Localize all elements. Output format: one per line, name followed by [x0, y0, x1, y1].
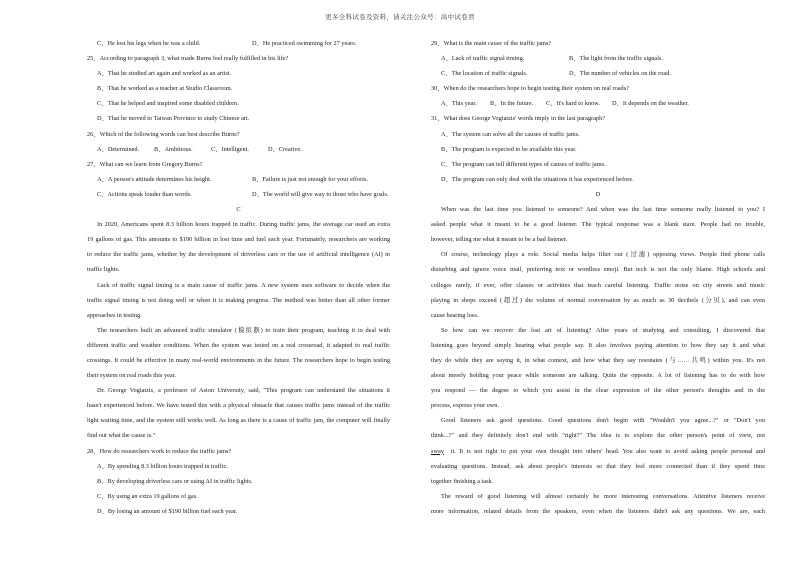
q24-option-c[interactable]: C、He lost his legs when he was a child. — [97, 40, 201, 47]
text-line: So how can we recover the lost art of listening? After years of studying and consulting, I discovered that — [441, 326, 765, 334]
text-line: to reduce the traffic jams, whether by the development of driverless cars or the use of artificial intelligence (AI) in — [87, 251, 390, 259]
q27-options-ab — [87, 172, 390, 187]
text-line: playing in shops exceed (超过) the volume of normal conversation by as much as 30 decibels (分贝), and can even — [431, 296, 765, 304]
text-line: Of course, technology plays a role. Social media helps filter out (过滤) opposing views. People find phone calls — [441, 251, 765, 259]
passage-d-paragraph-2 — [431, 247, 765, 322]
q25-option-d[interactable]: D、That he moved to Taiwan Province to study Chinese art. — [97, 115, 250, 123]
text-line: light waiting time, and the system still works well. As long as there is a cause of traffic jam, the computer will finally — [87, 417, 390, 425]
text-line: find out what the cause is." — [87, 432, 156, 440]
q27-option-c[interactable]: C、Actions speak louder than words. — [97, 190, 192, 198]
q31-option-a[interactable]: A、The system can solve all the causes of traffic jams. — [441, 130, 580, 138]
q31-option-b[interactable]: B、The program is expected to be available this year. — [441, 145, 577, 153]
text-line-rest: it. It is not right to put your own thought into others' head. You also want to avoid asking people personal and — [450, 447, 765, 455]
text-line: hasn't experienced before. We have tested this with a physical obstacle that causes traffic jams instead of the traffic — [87, 402, 390, 410]
text-line: about merely holding your peace while someone are talking. Quite the opposite. A lot of listening has to do with how — [431, 372, 765, 380]
text-line: Dr. George Vogiatzis, a professor of Aston University, said, "This program can understand the situations it — [97, 387, 390, 395]
passage-d-paragraph-4 — [431, 413, 765, 488]
q29-option-d[interactable]: D、The number of vehicles on the road. — [569, 70, 671, 78]
section-d-heading: D — [595, 190, 601, 198]
text-line: different traffic and weather conditions. When the system was tested on a real crossroad, it adapted to real traffic — [87, 341, 390, 349]
text-line: process, express your own. — [431, 402, 500, 410]
text-line: asked people what it meant to be a good listener. The typical response was a blank stare. People had no trouble, — [431, 221, 765, 229]
q30-option-b[interactable]: B、In the future. — [490, 100, 534, 108]
text-line: evaluating questions. Instead, ask about people's interests so that they feel more connected than if they spend time — [431, 462, 765, 470]
passage-d-paragraph-1 — [431, 202, 765, 247]
q24-option-d[interactable]: D、He practiced swimming for 27 years. — [252, 40, 357, 47]
text-line: listening goes beyond simply hearing what people say. It also involves paying attention to how they say it and what — [431, 341, 765, 349]
q31-option-d[interactable]: D、The program can only deal with the situations it has experienced before. — [441, 175, 634, 183]
q31-option-c[interactable]: C、The program can tell different types of causes of traffic jams. — [441, 160, 606, 168]
q29-stem: 29、What is the main cause of the traffic jams? — [431, 40, 552, 47]
text-line: their system on real roads this year. — [87, 372, 177, 380]
text-line: The researchers built an advanced traffic simulator (模拟器) to train their program, teaching it to deal with — [97, 326, 390, 334]
underlined-word-sway: sway — [431, 447, 444, 455]
text-line: however, telling me what it meant to be a bad listener. — [431, 236, 568, 244]
q27-option-b[interactable]: B、Failure is just not enough for your efforts. — [252, 175, 369, 183]
q30-option-c[interactable]: C、It's hard to know. — [546, 100, 600, 108]
q25-option-c[interactable]: C、That he helped and inspired some disabled children. — [97, 100, 239, 108]
q26-option-d[interactable]: D、Creative. — [268, 145, 302, 153]
q26-option-b[interactable]: B、Ambitious. — [154, 145, 193, 153]
text-line: When was the last time you listened to someone? And when was the last time someone really listened to you? I — [441, 206, 765, 214]
q30-options — [431, 96, 765, 111]
q27-option-a[interactable]: A、A person's attitude determines his height. — [97, 175, 212, 183]
text-line: In 2020, Americans spent 8.3 billion hours trapped in traffic. During traffic jams, the average car used an extra — [97, 221, 390, 229]
passage-c-paragraph-3 — [87, 323, 390, 383]
q29-option-a[interactable]: A、Lack of traffic signal timing. — [441, 55, 525, 63]
text-line: Lack of traffic signal timing is a main cause of traffic jams. A new system uses software to decide when the — [97, 281, 390, 289]
passage-d-paragraph-5 — [431, 489, 765, 519]
q25-option-a[interactable]: A、That he studied art again and worked as an artist. — [97, 70, 232, 78]
q30-stem: 30、When do the researchers hope to begin testing their system on real roads? — [431, 85, 629, 93]
q29-options-cd — [431, 66, 765, 81]
left-column — [87, 36, 390, 519]
text-line: crossings. It could be effective in many real-world environments in the future. The researchers hope to begin testing — [87, 356, 390, 364]
text-line: cause hearing loss. — [431, 311, 479, 319]
q29-option-c[interactable]: C、The location of traffic signals. — [441, 70, 528, 78]
text-line: together finishing a task. — [431, 477, 494, 485]
passage-c-paragraph-1 — [87, 217, 390, 277]
text-line: they do while they are saying it, in what context, and how what they say resonates (与……共鸣) within you. It's not — [431, 356, 765, 364]
text-line: think...?" and they definitely don't end with "right?" The idea is to explore the other person's point of view, not — [431, 432, 765, 440]
q26-stem: 26、Which of the following words can best describe Burns? — [87, 130, 240, 138]
text-line: colleges rarely, if ever, offer classes or activities that teach careful listening. Traffic noise on city streets and music — [431, 281, 765, 289]
text-line: 19 gallons of gas. This amounts to $190 billion in lost time and fuel each year. Fortunately, researchers are working — [87, 236, 390, 244]
q28-option-c[interactable]: C、By using an extra 19 gallons of gas. — [97, 492, 198, 500]
q29-option-b[interactable]: B、The light from the traffic signals. — [569, 55, 663, 63]
q31-stem: 31、What does George Vogiatzis' words imply in the last paragraph? — [431, 115, 606, 123]
q27-stem: 27、What can we learn from Gregory Burns? — [87, 160, 203, 168]
q30-option-d[interactable]: D、It depends on the weather. — [612, 100, 689, 108]
q27-option-d[interactable]: D、The world will give way to those who have goals. — [252, 190, 389, 198]
q26-option-c[interactable]: C、Intelligent. — [211, 145, 249, 153]
q28-option-d[interactable]: D、By losing an amount of $190 billion fuel each year. — [97, 507, 238, 515]
q28-option-b[interactable]: B、By developing driverless cars or using AI in traffic lights. — [97, 477, 253, 485]
section-c-heading: C — [236, 206, 241, 214]
q26-options — [87, 142, 390, 157]
q28-option-a[interactable]: A、By spending 8.3 billion hours trapped in traffic. — [97, 462, 228, 470]
q27-options-cd — [87, 187, 390, 202]
passage-d-paragraph-3 — [431, 323, 765, 414]
q29-options-ab — [431, 51, 765, 66]
text-line: The reward of good listening will almost certainly be more interesting conversations. Attentive listeners receive — [441, 492, 765, 500]
q25-stem: 25、According to paragraph 3, what made Burns feel really fulfilled in his life? — [87, 55, 289, 63]
text-line: traffic lights. — [87, 266, 120, 274]
text-line-with-underline — [431, 444, 765, 459]
text-line: you respond — the degree to which you assist in the clear expression of the other person's thoughts and in the — [431, 387, 765, 395]
text-line: Good listeners ask good questions. Good questions don't begin with "Wouldn't you agree...?" or "Don't you — [441, 417, 765, 425]
q28-stem: 28、How do researchers work to reduce the traffic jams? — [87, 447, 232, 455]
passage-c-paragraph-2 — [87, 278, 390, 323]
q24-options-cd — [87, 36, 390, 51]
passage-c-paragraph-4 — [87, 383, 390, 443]
q26-option-a[interactable]: A、Determined. — [97, 145, 140, 153]
text-line: approaches in testing. — [87, 311, 142, 319]
q30-option-a[interactable]: A、This year. — [441, 100, 477, 108]
text-line: more information, related details from the speakers, even when the listeners didn't ask any questions. We are, each — [431, 507, 765, 515]
page-header: 更多全科试卷及资料，请关注公众号：高中试卷君 — [325, 14, 475, 21]
q25-option-b[interactable]: B、That he worked as a teacher at Studio Classroom. — [97, 85, 233, 93]
text-line: disturbing and ignore voice mail, preferring text or wordless emoji. But tech is not the only blame. High schools and — [431, 266, 765, 274]
right-column — [431, 36, 765, 519]
text-line: traffic signal timing is not doing well or when it is making progress. The method was better than all other former — [87, 296, 390, 304]
